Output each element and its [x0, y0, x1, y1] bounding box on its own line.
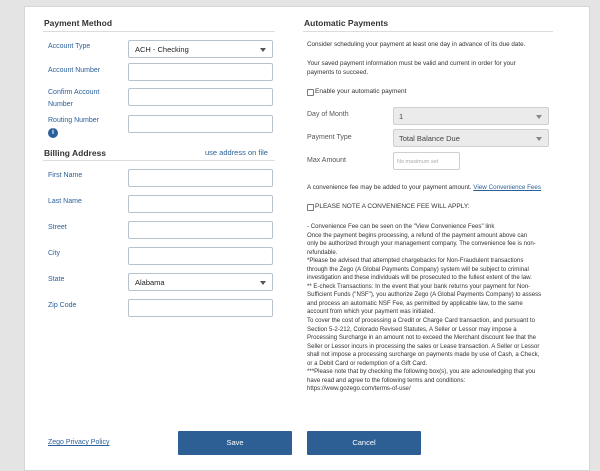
terms-line: or a Debit Card or redemption of a Gift Card. [307, 359, 428, 367]
view-convenience-fees-link[interactable]: View Convenience Fees [473, 184, 542, 191]
chevron-down-icon [260, 281, 266, 285]
last-name-input[interactable] [128, 195, 273, 213]
state-label: State [48, 276, 65, 283]
billing-address-divider [43, 160, 275, 161]
use-address-on-file-link[interactable]: use address on file [205, 148, 268, 157]
payment-type-value: Total Balance Due [399, 134, 460, 143]
chevron-down-icon [536, 115, 542, 119]
payment-method-title: Payment Method [44, 18, 113, 28]
cancel-button[interactable]: Cancel [307, 431, 421, 455]
convenience-fee-text: A convenience fee may be added to your payment amount. [307, 184, 472, 191]
please-note-checkbox[interactable] [307, 204, 314, 211]
payment-type-select[interactable] [393, 129, 549, 147]
confirm-account-label-line1: Confirm Account [48, 89, 100, 96]
street-input[interactable] [128, 221, 273, 239]
street-label: Street [48, 224, 67, 231]
account-type-value: ACH - Checking [135, 45, 189, 54]
chevron-down-icon [536, 137, 542, 141]
day-of-month-select[interactable] [393, 107, 549, 125]
terms-line: account from which your payment was initiated. [307, 308, 436, 316]
routing-number-input[interactable] [128, 115, 273, 133]
automatic-payments-divider [303, 31, 553, 32]
max-amount-input[interactable]: No maximum set [393, 152, 460, 170]
terms-text-block [307, 223, 551, 394]
privacy-policy-link[interactable]: Zego Privacy Policy [48, 439, 110, 446]
state-value: Alabama [135, 278, 165, 287]
terms-line: through the Zego (A Global Payments Company) system will be subject to criminal [307, 265, 529, 273]
terms-line: ***Please note that by checking the following box(s), you are acknowledging that you [307, 368, 536, 376]
terms-line: To cover the cost of processing a Credit or Charge Card transaction, and pursuant to [307, 317, 535, 325]
account-type-label: Account Type [48, 43, 91, 50]
enable-autopay-label: Enable your automatic payment [315, 88, 407, 95]
first-name-label: First Name [48, 172, 83, 179]
last-name-label: Last Name [48, 198, 82, 205]
terms-line: Processing Surcharge in an amount not to exceed the Merchant discount fee that the [307, 334, 536, 342]
account-number-input[interactable] [128, 63, 273, 81]
payment-type-label: Payment Type [307, 134, 352, 141]
terms-line: *Please be advised that attempted chargebacks for Non-Fraudulent transactions [307, 257, 524, 265]
convenience-fee-note [307, 183, 541, 192]
terms-line: Sufficient Funds ("NSF"), you authorize Zego (A Global Payments Company) to assess [307, 291, 542, 299]
terms-url-link[interactable]: https://www.gozego.com/terms-of-use/ [307, 385, 411, 393]
terms-line: and process an automatic NSF Fee, as permitted by applicable law, to the same [307, 299, 523, 307]
city-label: City [48, 250, 61, 257]
account-type-select[interactable] [128, 40, 273, 58]
terms-line: investigation and these individuals will be prosecuted to the fullest extent of the law. [307, 274, 532, 282]
terms-line: only be authorized through your management company. The convenience fee is non- [307, 240, 536, 248]
please-note-label: PLEASE NOTE A CONVENIENCE FEE WILL APPLY: [315, 203, 470, 210]
zip-code-label: Zip Code [48, 302, 77, 309]
autopay-intro-1: Consider scheduling your payment at least one day in advance of its due date. [307, 41, 526, 48]
autopay-intro-2-line1: Your saved payment information must be valid and current in order for your [307, 60, 516, 67]
terms-line: Section 5-2-212, Colorado Revised Statutes, A Seller or Lessor may impose a [307, 325, 517, 333]
confirm-account-label-line2: Number [48, 101, 73, 108]
enable-autopay-checkbox[interactable] [307, 89, 314, 96]
terms-line: refundable. [307, 248, 338, 256]
day-of-month-label: Day of Month [307, 111, 349, 118]
info-icon[interactable]: i [48, 128, 58, 138]
routing-number-label: Routing Number [48, 117, 99, 124]
terms-line: Once the payment begins processing, a refund of the payment amount above can [307, 231, 528, 239]
first-name-input[interactable] [128, 169, 273, 187]
day-of-month-value: 1 [399, 112, 404, 121]
save-button[interactable]: Save [178, 431, 292, 455]
city-input[interactable] [128, 247, 273, 265]
billing-address-title: Billing Address [44, 148, 107, 158]
terms-line: ** E-check Transactions: In the event that your bank returns your payment for Non- [307, 282, 531, 290]
max-amount-label: Max Amount [307, 157, 346, 164]
terms-line: shall not impose a processing surcharge on payments made by use of Cash, a Check, [307, 351, 540, 359]
payment-method-divider [43, 31, 275, 32]
terms-line: have read and agree to the following terms and conditions: [307, 376, 466, 384]
state-select[interactable] [128, 273, 273, 291]
account-number-label: Account Number [48, 67, 101, 74]
zip-code-input[interactable] [128, 299, 273, 317]
automatic-payments-title: Automatic Payments [304, 18, 389, 28]
terms-line: Seller or Lessor incurs in processing the sales or Lease transaction. A Seller or Lessor [307, 342, 540, 350]
confirm-account-input[interactable] [128, 88, 273, 106]
chevron-down-icon [260, 48, 266, 52]
autopay-intro-2-line2: payments to succeed. [307, 69, 369, 76]
terms-line: - Convenience Fee can be seen on the "View Convenience Fees" link [307, 223, 495, 230]
